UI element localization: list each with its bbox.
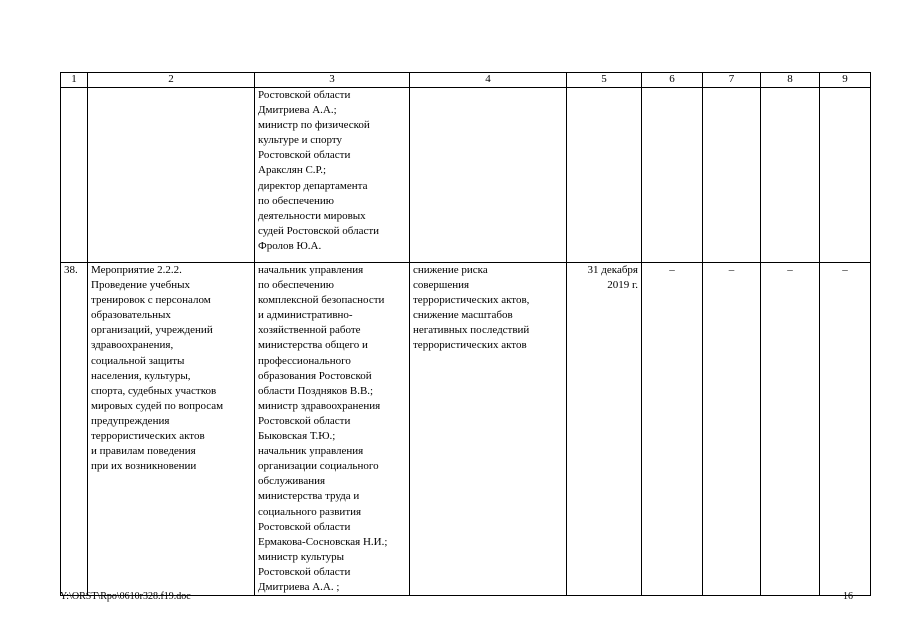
cell-text-line: здравоохранения, <box>91 339 174 352</box>
value-cell <box>820 88 871 263</box>
cell-text-line: директор департамента <box>258 179 368 192</box>
header-cell: 8 <box>761 73 820 88</box>
cell-text-line: хозяйственной работе <box>258 324 361 337</box>
cell-text-line: снижение масштабов <box>413 309 513 322</box>
table-row <box>61 88 871 263</box>
cell-text-line: по обеспечению <box>258 194 335 207</box>
cell-text-line: 2019 г. <box>607 279 638 292</box>
row-number-cell: 38. <box>61 263 88 596</box>
header-cell: 1 <box>61 73 88 88</box>
cell-text-line: Аракслян С.Р.; <box>258 164 327 177</box>
cell-text-line: обслуживания <box>258 475 326 488</box>
result-cell <box>410 263 567 596</box>
cell-text-line: Мероприятие 2.2.2. <box>91 264 182 276</box>
cell-text-line: деятельности мировых <box>258 209 366 222</box>
cell-text-line: 31 декабря <box>587 264 638 276</box>
value-cell: – <box>761 263 820 596</box>
cell-text-line: Ростовской области <box>258 414 351 427</box>
deadline-cell <box>567 88 642 263</box>
cell-text-line: Дмитриева А.А. ; <box>258 580 340 593</box>
header-cell: 4 <box>410 73 567 88</box>
cell-text-line: судей Ростовской области <box>258 224 380 237</box>
cell-text-line: негативных последствий <box>413 324 530 337</box>
cell-text-line: начальник управления <box>258 264 364 276</box>
cell-text-line: социальной защиты <box>91 354 185 367</box>
header-cell: 5 <box>567 73 642 88</box>
row-number-cell <box>61 88 88 263</box>
table-row <box>61 263 871 596</box>
table-header-row <box>61 73 871 88</box>
cell-text-line: культуре и спорту <box>258 134 343 147</box>
cell-text-line: тренировок с персоналом <box>91 294 211 307</box>
measure-cell <box>88 88 255 263</box>
file-path: Y:\ORST\Rpo\0610r328.f19.doc <box>60 591 191 602</box>
cell-text-line: Ростовской области <box>258 89 351 101</box>
measure-cell <box>88 263 255 596</box>
cell-text-line: образовательных <box>91 309 171 322</box>
responsible-cell <box>255 88 410 263</box>
cell-text-line: Быковская Т.Ю.; <box>258 430 336 443</box>
header-cell: 3 <box>255 73 410 88</box>
cell-text-line: комплексной безопасности <box>258 294 385 307</box>
cell-text-line: начальник управления <box>258 445 364 458</box>
header-cell: 6 <box>642 73 703 88</box>
cell-text-line: организации социального <box>258 460 379 473</box>
header-cell: 9 <box>820 73 871 88</box>
cell-text-line: Ростовской области <box>258 565 351 578</box>
value-cell <box>703 88 761 263</box>
cell-text-line: социального развития <box>258 505 362 518</box>
cell-text-line: Ростовской области <box>258 149 351 162</box>
cell-text-line: министр здравоохранения <box>258 399 381 412</box>
value-cell: – <box>642 263 703 596</box>
page-number: 16 <box>843 591 853 602</box>
cell-text-line: по обеспечению <box>258 279 335 292</box>
cell-text-line: министерства общего и <box>258 339 368 352</box>
measures-table <box>60 72 871 596</box>
cell-text-line: при их возникновении <box>91 460 197 473</box>
cell-text-line: Дмитриева А.А.; <box>258 104 337 117</box>
header-cell: 7 <box>703 73 761 88</box>
cell-text-line: Фролов Ю.А. <box>258 239 322 252</box>
cell-text-line: террористических актов, <box>413 294 530 307</box>
cell-text-line: предупреждения <box>91 414 170 427</box>
cell-text-line: террористических актов <box>413 339 527 352</box>
value-cell <box>761 88 820 263</box>
cell-text-line: организаций, учреждений <box>91 324 213 337</box>
cell-text-line: и административно- <box>258 309 353 322</box>
cell-text-line: террористических актов <box>91 430 205 443</box>
cell-text-line: министерства труда и <box>258 490 360 503</box>
cell-text-line: министр по физической <box>258 119 370 132</box>
header-cell: 2 <box>88 73 255 88</box>
cell-text-line: Ермакова-Сосновская Н.И.; <box>258 535 388 548</box>
responsible-cell <box>255 263 410 596</box>
cell-text-line: Ростовской области <box>258 520 351 533</box>
deadline-cell <box>567 263 642 596</box>
cell-text-line: снижение риска <box>413 264 488 276</box>
cell-text-line: совершения <box>413 279 470 292</box>
cell-text-line: профессионального <box>258 354 351 367</box>
cell-text-line: Проведение учебных <box>91 279 190 292</box>
cell-text-line: спорта, судебных участков <box>91 384 217 397</box>
result-cell <box>410 88 567 263</box>
value-cell <box>642 88 703 263</box>
cell-text-line: населения, культуры, <box>91 369 191 382</box>
value-cell: – <box>703 263 761 596</box>
cell-text-line: мировых судей по вопросам <box>91 399 224 412</box>
cell-text-line: области Поздняков В.В.; <box>258 384 374 397</box>
cell-text-line: и правилам поведения <box>91 445 196 458</box>
value-cell: – <box>820 263 871 596</box>
cell-text-line: образования Ростовской <box>258 369 372 382</box>
cell-text-line: министр культуры <box>258 550 345 563</box>
